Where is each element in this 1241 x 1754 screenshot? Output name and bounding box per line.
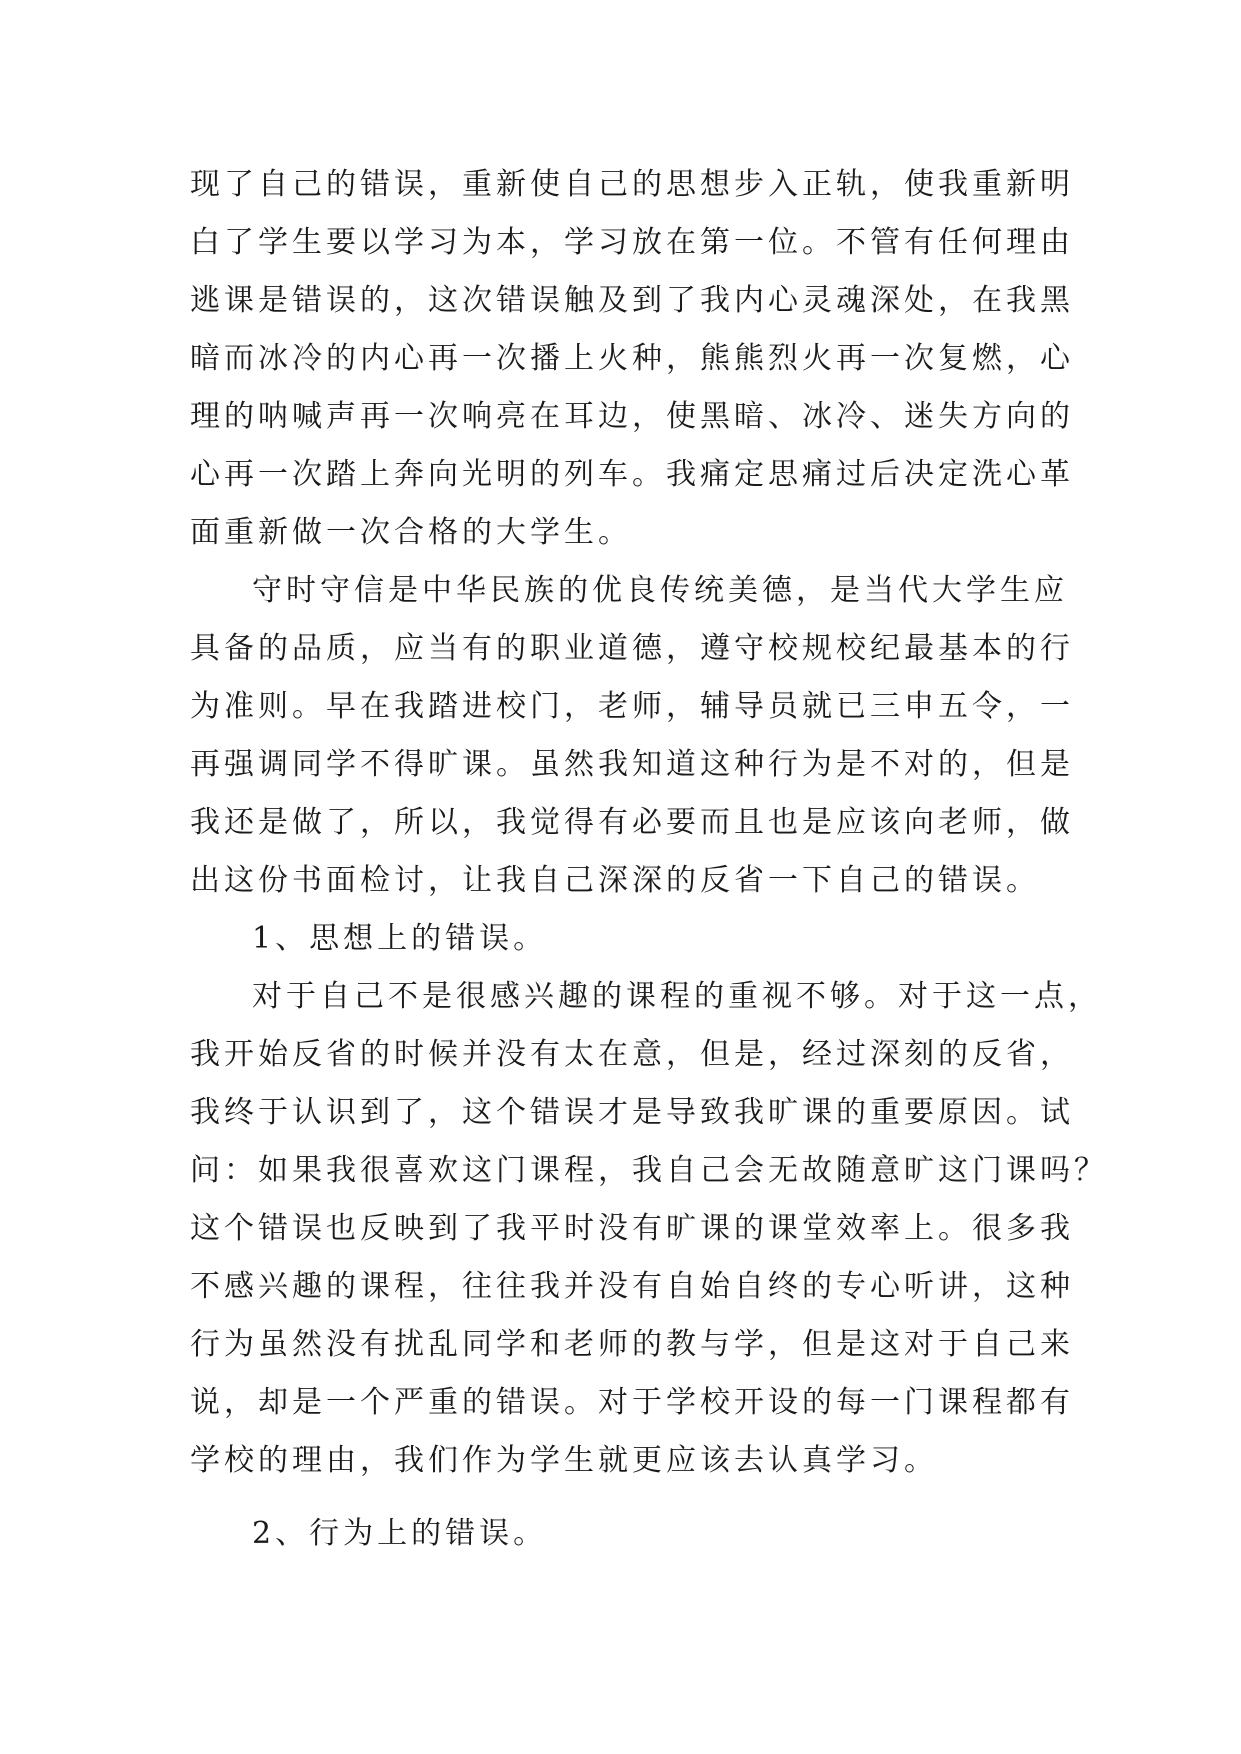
paragraph-line: 对于自己不是很感兴趣的课程的重视不够。对于这一点， <box>252 979 1102 1014</box>
paragraph-line: 守时守信是中华民族的优良传统美德，是当代大学生应 <box>252 573 1068 608</box>
paragraph-line: 我开始反省的时候并没有太在意，但是，经过深刻的反省， <box>190 1037 1074 1072</box>
paragraph-line: 心再一次踏上奔向光明的列车。我痛定思痛过后决定洗心革 <box>190 457 1074 492</box>
paragraph-line: 理的呐喊声再一次响亮在耳边，使黑暗、冰冷、迷失方向的 <box>190 399 1074 434</box>
paragraph-line: 现了自己的错误，重新使自己的思想步入正轨，使我重新明 <box>190 167 1074 202</box>
paragraph-line: 具备的品质，应当有的职业道德，遵守校规校纪最基本的行 <box>190 631 1074 666</box>
paragraph-line: 暗而冰冷的内心再一次播上火种，熊熊烈火再一次复燃，心 <box>190 341 1074 376</box>
paragraph-line: 行为虽然没有扰乱同学和老师的教与学，但是这对于自己来 <box>190 1327 1074 1362</box>
paragraph-line: 逃课是错误的，这次错误触及到了我内心灵魂深处，在我黑 <box>190 283 1074 318</box>
paragraph-line: 学校的理由，我们作为学生就更应该去认真学习。 <box>190 1443 938 1478</box>
paragraph-line: 为准则。早在我踏进校门，老师，辅导员就已三申五令，一 <box>190 689 1074 724</box>
paragraph-line: 我终于认识到了，这个错误才是导致我旷课的重要原因。试 <box>190 1095 1074 1130</box>
paragraph-line: 说，却是一个严重的错误。对于学校开设的每一门课程都有 <box>190 1385 1074 1420</box>
paragraph-line: 白了学生要以学习为本，学习放在第一位。不管有任何理由 <box>190 225 1074 260</box>
section-heading: 1、思想上的错误。 <box>252 921 548 956</box>
section-heading: 2、行为上的错误。 <box>252 1516 548 1551</box>
paragraph-line: 这个错误也反映到了我平时没有旷课的课堂效率上。很多我 <box>190 1211 1074 1246</box>
paragraph-line: 再强调同学不得旷课。虽然我知道这种行为是不对的，但是 <box>190 747 1074 782</box>
paragraph-line: 出这份书面检讨，让我自己深深的反省一下自己的错误。 <box>190 863 1040 898</box>
paragraph-line: 不感兴趣的课程，往往我并没有自始自终的专心听讲，这种 <box>190 1269 1074 1304</box>
paragraph-line: 问：如果我很喜欢这门课程，我自己会无故随意旷这门课吗？ <box>190 1153 1108 1188</box>
paragraph-line: 面重新做一次合格的大学生。 <box>190 515 632 550</box>
paragraph-line: 我还是做了，所以，我觉得有必要而且也是应该向老师，做 <box>190 805 1074 840</box>
